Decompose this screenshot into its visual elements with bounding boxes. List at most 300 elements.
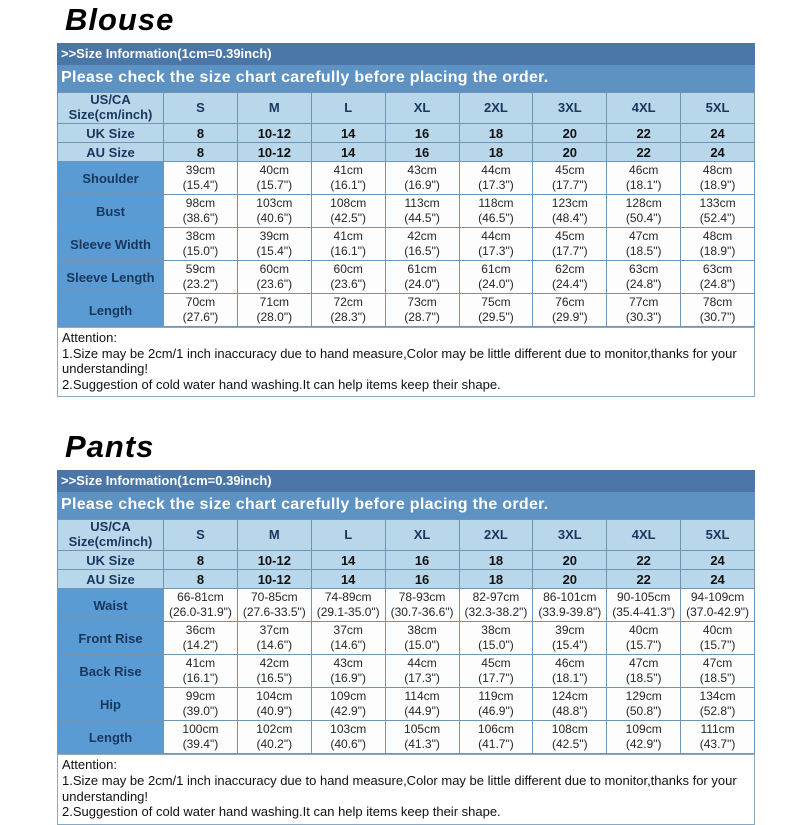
measurement-line: (28.3") bbox=[330, 310, 366, 324]
measurement-line: 43cm bbox=[333, 656, 363, 671]
measurement-line: (17.7") bbox=[552, 244, 588, 258]
size-info-header: >>Size Information(1cm=0.39inch) bbox=[57, 43, 755, 65]
measurement-cell bbox=[607, 294, 681, 327]
measurement-line: (18.9") bbox=[699, 178, 736, 192]
pants-section bbox=[57, 429, 755, 824]
table-row bbox=[58, 688, 755, 721]
measurement-line: (24.0") bbox=[478, 277, 514, 291]
measurement-cell bbox=[533, 261, 607, 294]
table-header-row bbox=[58, 93, 755, 124]
measurement-cell bbox=[385, 261, 459, 294]
measurement-line: (29.1-35.0") bbox=[316, 605, 380, 620]
measurement-cell bbox=[681, 655, 755, 688]
measurement-label: Shoulder bbox=[58, 162, 164, 195]
measurement-line: (35.4-41.3") bbox=[612, 605, 676, 620]
measurement-line: 102cm bbox=[256, 722, 293, 737]
measurement-cell bbox=[681, 622, 755, 655]
measurement-line: (17.7") bbox=[552, 178, 588, 192]
measurement-cell bbox=[607, 162, 681, 195]
measurement-cell bbox=[311, 589, 385, 622]
column-header: 2XL bbox=[459, 93, 533, 124]
measurement-cell bbox=[681, 261, 755, 294]
measurement-line: 41cm bbox=[333, 163, 363, 177]
measurement-cell bbox=[311, 162, 385, 195]
measurement-cell bbox=[385, 195, 459, 228]
measurement-line: (23.6") bbox=[330, 277, 366, 291]
measurement-line: 103cm bbox=[256, 196, 293, 210]
attention-line: 2.Suggestion of cold water hand washing.It can help items keep their shape. bbox=[62, 376, 501, 392]
region-size-value: 18 bbox=[459, 143, 533, 162]
measurement-line: (29.5") bbox=[478, 310, 514, 324]
region-size-value: 16 bbox=[385, 570, 459, 589]
region-size-value: 22 bbox=[607, 551, 681, 570]
measurement-line: (24.0") bbox=[404, 277, 440, 291]
measurement-cell bbox=[533, 195, 607, 228]
measurement-line: (24.8") bbox=[625, 277, 662, 291]
measurement-line: (15.4") bbox=[256, 244, 293, 258]
measurement-line: 111cm bbox=[700, 722, 735, 737]
region-size-label: UK Size bbox=[58, 124, 164, 143]
measurement-cell bbox=[311, 195, 385, 228]
measurement-line: (37.0-42.9") bbox=[686, 605, 750, 620]
measurement-cell bbox=[237, 195, 311, 228]
measurement-line: 76cm bbox=[555, 295, 585, 309]
measurement-line: (15.0") bbox=[182, 244, 219, 258]
table-row bbox=[58, 261, 755, 294]
measurement-line: 70-85cm bbox=[250, 590, 298, 605]
region-size-value: 8 bbox=[164, 143, 238, 162]
measurement-cell bbox=[607, 261, 681, 294]
measurement-line: 47cm bbox=[629, 229, 659, 243]
column-header: 3XL bbox=[533, 93, 607, 124]
measurement-line: 44cm bbox=[481, 163, 511, 177]
measurement-cell bbox=[164, 294, 238, 327]
column-header: L bbox=[311, 93, 385, 124]
measurement-line: (40.6") bbox=[330, 737, 366, 752]
measurement-cell bbox=[164, 721, 238, 754]
measurement-cell bbox=[681, 721, 755, 754]
page-content bbox=[57, 0, 755, 825]
measurement-cell bbox=[311, 622, 385, 655]
measurement-cell bbox=[311, 294, 385, 327]
measurement-cell bbox=[311, 261, 385, 294]
measurement-line: 47cm bbox=[629, 656, 659, 671]
region-size-value: 20 bbox=[533, 124, 607, 143]
measurement-cell bbox=[311, 688, 385, 721]
table-row bbox=[58, 228, 755, 261]
measurement-line: 73cm bbox=[407, 295, 437, 309]
measurement-line: (18.5") bbox=[699, 671, 736, 686]
measurement-cell bbox=[385, 294, 459, 327]
measurement-cell bbox=[533, 162, 607, 195]
region-size-label: AU Size bbox=[58, 570, 164, 589]
measurement-label: Length bbox=[58, 294, 164, 327]
measurement-label: Waist bbox=[58, 589, 164, 622]
region-size-value: 24 bbox=[681, 570, 755, 589]
measurement-line: 38cm bbox=[407, 623, 437, 638]
region-size-value: 10-12 bbox=[237, 143, 311, 162]
region-size-value: 22 bbox=[607, 143, 681, 162]
table-row bbox=[58, 589, 755, 622]
measurement-line: 48cm bbox=[702, 229, 733, 243]
measurement-line: 45cm bbox=[555, 229, 585, 243]
measurement-line: 124cm bbox=[551, 689, 588, 704]
measurement-cell bbox=[459, 294, 533, 327]
region-size-label: AU Size bbox=[58, 143, 164, 162]
measurement-line: (52.8") bbox=[699, 704, 736, 719]
measurement-line: (18.1") bbox=[625, 178, 662, 192]
table-row bbox=[58, 622, 755, 655]
column-header: L bbox=[311, 520, 385, 551]
attention-line: 2.Suggestion of cold water hand washing.It can help items keep their shape. bbox=[62, 804, 501, 820]
attention-line: Attention: bbox=[62, 757, 117, 773]
measurement-line: (44.9") bbox=[404, 704, 440, 719]
measurement-cell bbox=[164, 622, 238, 655]
measurement-line: 40cm bbox=[702, 623, 733, 638]
measurement-line: 45cm bbox=[481, 656, 511, 671]
measurement-line: 106cm bbox=[477, 722, 514, 737]
region-size-value: 8 bbox=[164, 570, 238, 589]
region-size-value: 8 bbox=[164, 551, 238, 570]
region-size-value: 18 bbox=[459, 124, 533, 143]
measurement-label: Back Rise bbox=[58, 655, 164, 688]
measurement-line: (42.5") bbox=[330, 211, 366, 225]
measurement-line: (30.7-36.6") bbox=[390, 605, 454, 620]
blouse-section bbox=[57, 2, 755, 397]
measurement-cell bbox=[385, 162, 459, 195]
column-header: S bbox=[164, 93, 238, 124]
attention-line: 1.Size may be 2cm/1 inch inaccuracy due to hand measure,Color may be little different due to monitor,thanks for your understanding! bbox=[62, 345, 737, 377]
measurement-line: (52.4") bbox=[699, 211, 736, 225]
measurement-line: 62cm bbox=[555, 262, 585, 276]
measurement-cell bbox=[459, 622, 533, 655]
measurement-line: (16.1") bbox=[330, 244, 366, 258]
region-size-value: 22 bbox=[607, 124, 681, 143]
measurement-line: (40.6") bbox=[256, 211, 293, 225]
measurement-line: (44.5") bbox=[404, 211, 440, 225]
measurement-line: (48.4") bbox=[552, 211, 588, 225]
table-row bbox=[58, 162, 755, 195]
measurement-cell bbox=[533, 294, 607, 327]
region-size-row bbox=[58, 570, 755, 589]
region-size-label: UK Size bbox=[58, 551, 164, 570]
measurement-cell bbox=[311, 721, 385, 754]
region-size-value: 16 bbox=[385, 124, 459, 143]
measurement-line: (23.6") bbox=[256, 277, 293, 291]
attention-box bbox=[57, 327, 755, 397]
corner-label-line: US/CA bbox=[90, 92, 131, 108]
measurement-cell bbox=[607, 655, 681, 688]
measurement-line: 78-93cm bbox=[398, 590, 446, 605]
measurement-cell bbox=[533, 655, 607, 688]
measurement-line: 41cm bbox=[185, 656, 216, 671]
page-title: Blouse bbox=[65, 2, 175, 37]
measurement-cell bbox=[164, 589, 238, 622]
measurement-line: (28.7") bbox=[404, 310, 440, 324]
measurement-line: 42cm bbox=[259, 656, 289, 671]
measurement-line: (48.8") bbox=[552, 704, 588, 719]
measurement-line: (17.3") bbox=[478, 178, 514, 192]
measurement-line: 123cm bbox=[551, 196, 588, 210]
measurement-cell bbox=[164, 261, 238, 294]
measurement-line: (42.5") bbox=[552, 737, 588, 752]
region-size-value: 24 bbox=[681, 143, 755, 162]
blouse-size-table bbox=[57, 92, 755, 327]
measurement-cell bbox=[459, 261, 533, 294]
measurement-cell bbox=[533, 228, 607, 261]
measurement-line: 118cm bbox=[478, 196, 514, 210]
measurement-cell bbox=[533, 688, 607, 721]
measurement-cell bbox=[459, 228, 533, 261]
measurement-line: 133cm bbox=[699, 196, 736, 210]
measurement-line: 61cm bbox=[481, 262, 511, 276]
measurement-line: (39.0") bbox=[182, 704, 219, 719]
column-header: 2XL bbox=[459, 520, 533, 551]
measurement-line: 100cm bbox=[182, 722, 219, 737]
measurement-line: (43.7") bbox=[699, 737, 736, 752]
measurement-line: 63cm bbox=[629, 262, 659, 276]
measurement-line: 109cm bbox=[330, 689, 367, 704]
measurement-line: (27.6-33.5") bbox=[242, 605, 306, 620]
region-size-value: 14 bbox=[311, 124, 385, 143]
column-header: XL bbox=[385, 93, 459, 124]
measurement-line: (15.4") bbox=[552, 638, 588, 653]
measurement-line: (41.7") bbox=[478, 737, 514, 752]
measurement-line: 63cm bbox=[702, 262, 733, 276]
measurement-line: 74-89cm bbox=[324, 590, 372, 605]
measurement-line: (41.3") bbox=[404, 737, 440, 752]
measurement-line: (15.7") bbox=[256, 178, 293, 192]
size-system-corner-cell bbox=[58, 93, 164, 124]
measurement-cell bbox=[237, 294, 311, 327]
measurement-line: (40.2") bbox=[256, 737, 293, 752]
measurement-line: 113cm bbox=[404, 196, 440, 210]
measurement-line: 40cm bbox=[629, 623, 659, 638]
measurement-cell bbox=[237, 622, 311, 655]
measurement-cell bbox=[164, 162, 238, 195]
region-size-value: 14 bbox=[311, 551, 385, 570]
measurement-cell bbox=[459, 162, 533, 195]
column-header: M bbox=[237, 520, 311, 551]
measurement-line: (15.7") bbox=[625, 638, 662, 653]
measurement-line: 48cm bbox=[702, 163, 733, 177]
measurement-cell bbox=[164, 195, 238, 228]
measurement-line: (23.2") bbox=[182, 277, 219, 291]
region-size-value: 18 bbox=[459, 570, 533, 589]
measurement-line: 75cm bbox=[481, 295, 511, 309]
measurement-cell bbox=[385, 622, 459, 655]
measurement-line: (15.7") bbox=[699, 638, 736, 653]
attention-line: 1.Size may be 2cm/1 inch inaccuracy due to hand measure,Color may be little different due to monitor,thanks for your understanding! bbox=[62, 772, 737, 804]
measurement-line: (28.0") bbox=[256, 310, 293, 324]
measurement-line: (38.6") bbox=[182, 211, 219, 225]
measurement-cell bbox=[311, 228, 385, 261]
measurement-cell bbox=[164, 688, 238, 721]
attention-line: Attention: bbox=[62, 330, 117, 345]
corner-label-line: US/CA bbox=[90, 519, 131, 535]
measurement-label: Sleeve Length bbox=[58, 261, 164, 294]
measurement-line: 37cm bbox=[259, 623, 289, 638]
measurement-line: 42cm bbox=[407, 229, 437, 243]
measurement-line: (17.3") bbox=[478, 244, 514, 258]
measurement-line: 98cm bbox=[185, 196, 216, 210]
measurement-cell bbox=[237, 589, 311, 622]
measurement-line: (30.3") bbox=[625, 310, 662, 324]
size-info-header: >>Size Information(1cm=0.39inch) bbox=[57, 470, 755, 492]
measurement-line: 108cm bbox=[551, 722, 588, 737]
measurement-line: (16.9") bbox=[330, 671, 366, 686]
measurement-cell bbox=[164, 228, 238, 261]
measurement-line: 37cm bbox=[333, 623, 363, 638]
measurement-cell bbox=[533, 622, 607, 655]
measurement-line: (42.9") bbox=[625, 737, 662, 752]
measurement-line: 39cm bbox=[259, 229, 289, 243]
measurement-line: 60cm bbox=[259, 262, 289, 276]
measurement-line: 129cm bbox=[625, 689, 662, 704]
region-size-value: 20 bbox=[533, 143, 607, 162]
measurement-line: 82-97cm bbox=[472, 590, 520, 605]
column-header: 3XL bbox=[533, 520, 607, 551]
region-size-value: 24 bbox=[681, 124, 755, 143]
measurement-line: 46cm bbox=[555, 656, 585, 671]
measurement-line: 108cm bbox=[330, 196, 367, 210]
measurement-line: (32.3-38.2") bbox=[464, 605, 528, 620]
measurement-line: 59cm bbox=[185, 262, 216, 276]
measurement-line: 114cm bbox=[404, 689, 440, 704]
page-title: Pants bbox=[65, 429, 155, 465]
measurement-cell bbox=[681, 294, 755, 327]
measurement-line: 47cm bbox=[702, 656, 733, 671]
measurement-cell bbox=[607, 195, 681, 228]
region-size-row bbox=[58, 124, 755, 143]
table-row bbox=[58, 195, 755, 228]
measurement-line: 104cm bbox=[256, 689, 293, 704]
measurement-line: (42.9") bbox=[330, 704, 366, 719]
table-header-row bbox=[58, 520, 755, 551]
column-header: 5XL bbox=[681, 93, 755, 124]
measurement-line: (14.6") bbox=[330, 638, 366, 653]
measurement-cell bbox=[607, 688, 681, 721]
measurement-line: (24.8") bbox=[699, 277, 736, 291]
measurement-line: (16.1") bbox=[182, 671, 219, 686]
measurement-label: Hip bbox=[58, 688, 164, 721]
region-size-value: 22 bbox=[607, 570, 681, 589]
measurement-line: (16.9") bbox=[404, 178, 440, 192]
measurement-line: 72cm bbox=[333, 295, 363, 309]
measurement-line: 99cm bbox=[185, 689, 216, 704]
measurement-line: (18.5") bbox=[625, 244, 662, 258]
measurement-line: 71cm bbox=[259, 295, 289, 309]
measurement-line: (39.4") bbox=[182, 737, 219, 752]
measurement-cell bbox=[607, 589, 681, 622]
measurement-line: (16.5") bbox=[256, 671, 293, 686]
measurement-line: 39cm bbox=[185, 163, 216, 177]
region-size-value: 14 bbox=[311, 570, 385, 589]
measurement-line: (40.9") bbox=[256, 704, 293, 719]
measurement-label: Front Rise bbox=[58, 622, 164, 655]
region-size-value: 24 bbox=[681, 551, 755, 570]
measurement-cell bbox=[681, 688, 755, 721]
measurement-line: 105cm bbox=[404, 722, 441, 737]
notice-bar: Please check the size chart carefully before placing the order. bbox=[57, 65, 755, 92]
measurement-line: (46.5") bbox=[478, 211, 514, 225]
region-size-value: 10-12 bbox=[237, 570, 311, 589]
measurement-line: (18.9") bbox=[699, 244, 736, 258]
measurement-cell bbox=[385, 655, 459, 688]
measurement-line: (14.2") bbox=[182, 638, 219, 653]
region-size-row bbox=[58, 551, 755, 570]
measurement-line: (15.0") bbox=[404, 638, 440, 653]
measurement-line: 70cm bbox=[185, 295, 216, 309]
measurement-line: (50.8") bbox=[625, 704, 662, 719]
corner-label-line: Size(cm/inch) bbox=[68, 107, 153, 122]
measurement-line: 38cm bbox=[185, 229, 216, 243]
measurement-cell bbox=[533, 721, 607, 754]
table-row bbox=[58, 655, 755, 688]
measurement-cell bbox=[237, 721, 311, 754]
measurement-line: (18.5") bbox=[625, 671, 662, 686]
measurement-cell bbox=[311, 655, 385, 688]
measurement-line: 41cm bbox=[333, 229, 363, 243]
measurement-line: (17.7") bbox=[478, 671, 514, 686]
measurement-cell bbox=[459, 195, 533, 228]
measurement-line: (30.7") bbox=[699, 310, 736, 324]
measurement-line: 45cm bbox=[555, 163, 585, 177]
notice-bar: Please check the size chart carefully before placing the order. bbox=[57, 492, 755, 519]
measurement-line: 94-109cm bbox=[690, 590, 745, 605]
measurement-cell bbox=[607, 622, 681, 655]
column-header: S bbox=[164, 520, 238, 551]
column-header: 4XL bbox=[607, 520, 681, 551]
measurement-line: 38cm bbox=[481, 623, 511, 638]
measurement-line: 86-101cm bbox=[543, 590, 597, 605]
measurement-cell bbox=[459, 655, 533, 688]
region-size-value: 10-12 bbox=[237, 124, 311, 143]
corner-label-line: Size(cm/inch) bbox=[68, 534, 153, 550]
measurement-line: 60cm bbox=[333, 262, 363, 276]
measurement-cell bbox=[681, 589, 755, 622]
region-size-value: 10-12 bbox=[237, 551, 311, 570]
measurement-line: 90-105cm bbox=[617, 590, 671, 605]
measurement-line: (46.9") bbox=[478, 704, 514, 719]
column-header: 4XL bbox=[607, 93, 681, 124]
measurement-line: 128cm bbox=[625, 196, 662, 210]
column-header: XL bbox=[385, 520, 459, 551]
measurement-cell bbox=[385, 688, 459, 721]
measurement-line: 61cm bbox=[407, 262, 437, 276]
attention-box bbox=[57, 754, 755, 824]
measurement-label: Length bbox=[58, 721, 164, 754]
measurement-line: (29.9") bbox=[552, 310, 588, 324]
measurement-line: 46cm bbox=[629, 163, 659, 177]
measurement-cell bbox=[607, 721, 681, 754]
measurement-line: 66-81cm bbox=[177, 590, 224, 605]
measurement-line: 103cm bbox=[330, 722, 367, 737]
measurement-line: (17.3") bbox=[404, 671, 440, 686]
region-size-value: 16 bbox=[385, 143, 459, 162]
measurement-label: Bust bbox=[58, 195, 164, 228]
measurement-cell bbox=[681, 162, 755, 195]
region-size-value: 18 bbox=[459, 551, 533, 570]
measurement-line: (16.5") bbox=[404, 244, 440, 258]
measurement-cell bbox=[237, 655, 311, 688]
measurement-cell bbox=[237, 228, 311, 261]
measurement-cell bbox=[681, 195, 755, 228]
region-size-value: 20 bbox=[533, 551, 607, 570]
measurement-cell bbox=[237, 162, 311, 195]
measurement-line: (33.9-39.8") bbox=[538, 605, 602, 620]
column-header: 5XL bbox=[681, 520, 755, 551]
